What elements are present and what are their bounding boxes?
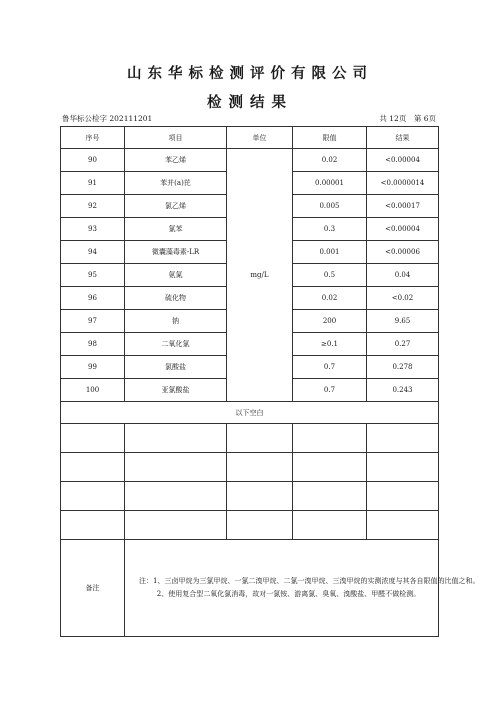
row-no: 91: [61, 172, 125, 195]
notes-row: [61, 540, 439, 637]
empty-cell: [125, 511, 227, 540]
row-limit: 200: [293, 310, 367, 333]
notes-text: [125, 540, 480, 637]
row-result: 0.243: [367, 379, 439, 402]
row-limit: 0.02: [293, 287, 367, 310]
row-item: 氨氮: [125, 264, 227, 287]
row-result: <0.00006: [367, 241, 439, 264]
empty-cell: [61, 482, 125, 511]
row-item: 亚氯酸盐: [125, 379, 227, 402]
header-limit: 限值: [293, 127, 367, 149]
note-line-2: 2、使用复合型二氧化氯消毒，故对一氯铵、游离氯、臭氧、溴酸盐、甲醛不做检测。: [156, 590, 421, 598]
row-result: <0.00017: [367, 195, 439, 218]
row-item: 硫化物: [125, 287, 227, 310]
unit-cell: mg/L: [227, 149, 293, 402]
row-result: <0.0000014: [367, 172, 439, 195]
row-result: <0.02: [367, 287, 439, 310]
empty-row: [61, 453, 439, 482]
row-item: 苯乙烯: [125, 149, 227, 172]
empty-cell: [367, 511, 439, 540]
empty-row: [61, 511, 439, 540]
row-item: 氯苯: [125, 218, 227, 241]
empty-cell: [227, 453, 293, 482]
results-table: [60, 126, 480, 637]
row-result: 0.04: [367, 264, 439, 287]
row-limit: 0.7: [293, 379, 367, 402]
table-row: [61, 149, 439, 172]
row-result: <0.00004: [367, 149, 439, 172]
row-item: 钠: [125, 310, 227, 333]
row-limit: 0.00001: [293, 172, 367, 195]
row-no: 98: [61, 333, 125, 356]
empty-cell: [293, 424, 367, 453]
row-no: 99: [61, 356, 125, 379]
row-no: 92: [61, 195, 125, 218]
row-no: 95: [61, 264, 125, 287]
empty-cell: [227, 482, 293, 511]
empty-cell: [61, 453, 125, 482]
row-no: 94: [61, 241, 125, 264]
notes-label: 备注: [61, 540, 125, 637]
empty-cell: [125, 453, 227, 482]
empty-cell: [367, 424, 439, 453]
row-limit: 0.3: [293, 218, 367, 241]
header-result: 结果: [367, 127, 439, 149]
page-info: 共 12页 第 6页: [379, 114, 436, 123]
row-result: 0.27: [367, 333, 439, 356]
document-number: 鲁华标公检字 202111201: [62, 114, 153, 123]
empty-cell: [367, 453, 439, 482]
table-header-row: [61, 127, 439, 149]
row-result: 9.65: [367, 310, 439, 333]
row-limit: 0.5: [293, 264, 367, 287]
row-no: 96: [61, 287, 125, 310]
row-item: 氯乙烯: [125, 195, 227, 218]
empty-cell: [125, 424, 227, 453]
blank-marker-row: [61, 402, 439, 424]
empty-row: [61, 482, 439, 511]
empty-cell: [125, 482, 227, 511]
row-result: 0.278: [367, 356, 439, 379]
row-no: 90: [61, 149, 125, 172]
row-result: <0.00004: [367, 218, 439, 241]
empty-cell: [367, 482, 439, 511]
empty-cell: [293, 453, 367, 482]
header-unit: 单位: [227, 127, 293, 149]
row-item: 微囊藻毒素-LR: [125, 241, 227, 264]
row-item: 二氧化氯: [125, 333, 227, 356]
row-no: 93: [61, 218, 125, 241]
empty-cell: [61, 511, 125, 540]
row-limit: 0.7: [293, 356, 367, 379]
row-item: 苯并(a)芘: [125, 172, 227, 195]
row-limit: 0.02: [293, 149, 367, 172]
blank-marker: 以下空白: [61, 402, 439, 424]
row-item: 氯酸盐: [125, 356, 227, 379]
empty-row: [61, 424, 439, 453]
empty-cell: [227, 424, 293, 453]
header-no: 序号: [61, 127, 125, 149]
empty-cell: [293, 482, 367, 511]
empty-cell: [61, 424, 125, 453]
row-no: 100: [61, 379, 125, 402]
header-item: 项目: [125, 127, 227, 149]
empty-cell: [227, 511, 293, 540]
row-limit: 0.001: [293, 241, 367, 264]
report-title: 检测结果: [207, 94, 293, 111]
row-limit: 0.005: [293, 195, 367, 218]
company-name: 山东华标检测评价有限公司: [127, 65, 373, 82]
note-line-1: 注：1、三卤甲烷为三氯甲烷、一氯二溴甲烷、二氯一溴甲烷、三溴甲烷的实测浓度与其各自限值的比值之和。: [139, 577, 480, 585]
row-no: 97: [61, 310, 125, 333]
empty-cell: [293, 511, 367, 540]
row-limit: ≥0.1: [293, 333, 367, 356]
